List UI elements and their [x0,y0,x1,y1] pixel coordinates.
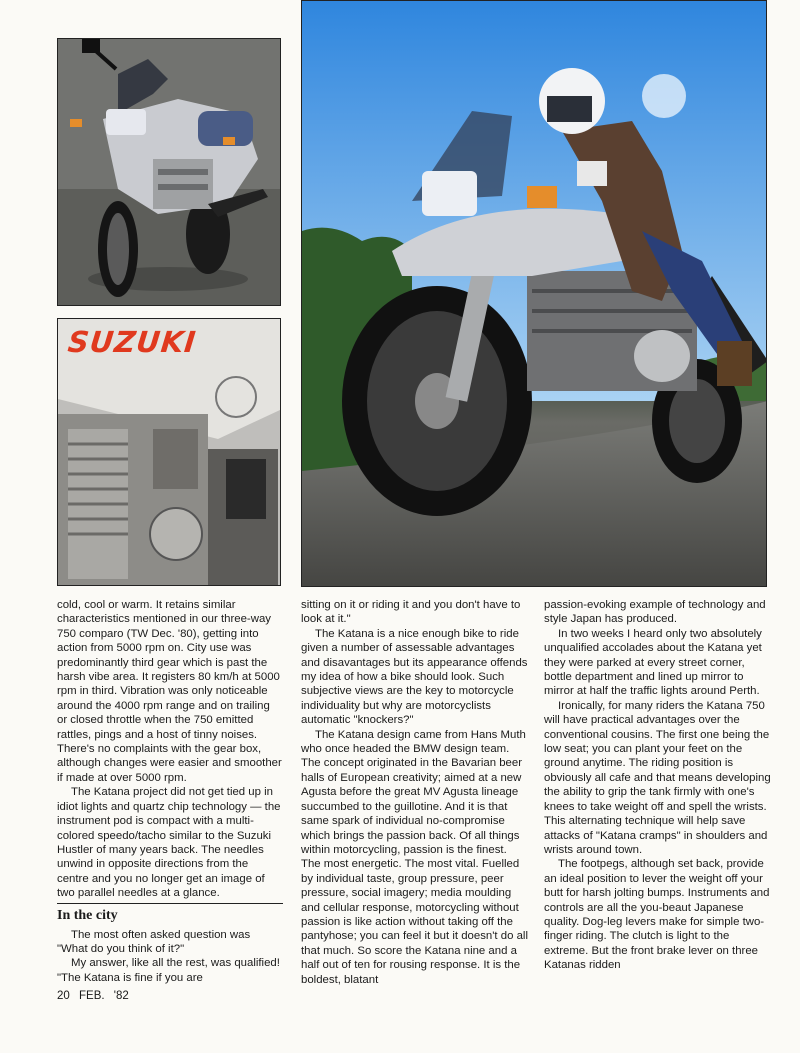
motorcycle-front-photo [57,38,281,306]
col3-paragraph-2: In two weeks I heard only two absolutely unqualified accolades about the Katana yet they were parked at every street corner, bottle department and lined up mirror to mirror at half the traffic lights around Perth. [544,627,762,698]
motorcycle-front-illustration [58,39,281,306]
col2-paragraph-2: The Katana is a nice enough bike to ride given a number of assessable advantages and disavantages but its appearance offends my idea of how a bike should look. Such subjective views are the key to motorcycle individuality but why are motorcyclists automatic "knockers?" [301,627,528,727]
col2-paragraph-1: sitting on it or riding it and you don't have to look at it." [301,599,521,626]
page-folio [57,990,129,1002]
engine-closeup-illustration [58,319,281,586]
engine-closeup-photo [57,318,281,586]
rider-illustration [302,1,767,587]
text-column-1 [57,598,283,985]
page-number: 20 [57,990,70,1002]
col2-paragraph-3: The Katana design came from Hans Muth who once headed the BMW design team. The concept originated in the Bavarian beer halls of European creativity; aimed at a new Agusta before the great MV Agusta lineage succumbed to the guillotine. And it is that same spark of individual no-compromise which brings the passion back. Of all things within motorcycling, passion is the finest. The most energetic. The most vital. Fuelled by individual taste, group pressure, peer pressure, social imagery; media moulding and cellular response, motorcycling without passion is like action without taking off the pantyhose; you can feel it but it doesn't do all that much. So score the Katana nine and a half out of ten for rousing response. It is the boldest, blatant [301,728,528,986]
col1-paragraph-4: My answer, like all the rest, was qualified! "The Katana is fine if you are [57,957,280,984]
text-column-3 [544,598,772,973]
suzuki-logo: SUZUKI [66,325,199,359]
text-column-2 [301,598,529,987]
rider-on-motorcycle-photo [301,0,767,587]
col3-paragraph-1: passion-evoking example of technology and style Japan has produced. [544,599,766,626]
col1-paragraph-1: cold, cool or warm. It retains similar characteristics mentioned in our three-way 750 comparo (TW Dec. '80), getting into action from 5000 rpm on. City use was predominantly third gear which is past the harsh vibe area. It registers 80 km/h at 5000 rpm in third. Vibration was only noticeable around the 4000 rpm range and on trailing or closed throttle when the 750 emitted rattles, pings and a host of tinny noises. There's no complaints with the gear box, although changes were easier and smoother if made at over 5000 rpm. [57,599,282,784]
subhead-in-the-city: In the city [57,903,283,924]
col1-paragraph-3: The most often asked question was "What do you think of it?" [57,928,251,955]
col3-paragraph-4: The footpegs, although set back, provide an ideal position to lever the weight off your butt for harsh jolting bumps. Instruments and controls are all the you-beaut Japanese quality. Dog-leg levers make for simple two-finger riding. The clutch is light to the extreme. But the front brake lever on three Katanas ridden [544,858,770,972]
col1-paragraph-2: The Katana project did not get tied up in idiot lights and quartz chip technology — the instrument pod is compact with a multi-colored speedo/tacho similar to the Suzuki Hustler of many years back. The needles unwind in opposite directions from the centre and you no longer get an image of two parallel needles at a glance. [57,786,281,900]
issue-date: FEB. '82 [79,990,129,1002]
col3-paragraph-3: Ironically, for many riders the Katana 750 will have practical advantages over the conventional cousins. The first one being the low seat; you can plant your feet on the ground anytime. The riding position is obviously all cafe and that means developing the ability to grip the tank firmly with one's knees to take weight off and spell the wrists. This alternating technique will help save attacks of "Katana cramps" in shoulders and wrists around town. [544,699,771,856]
